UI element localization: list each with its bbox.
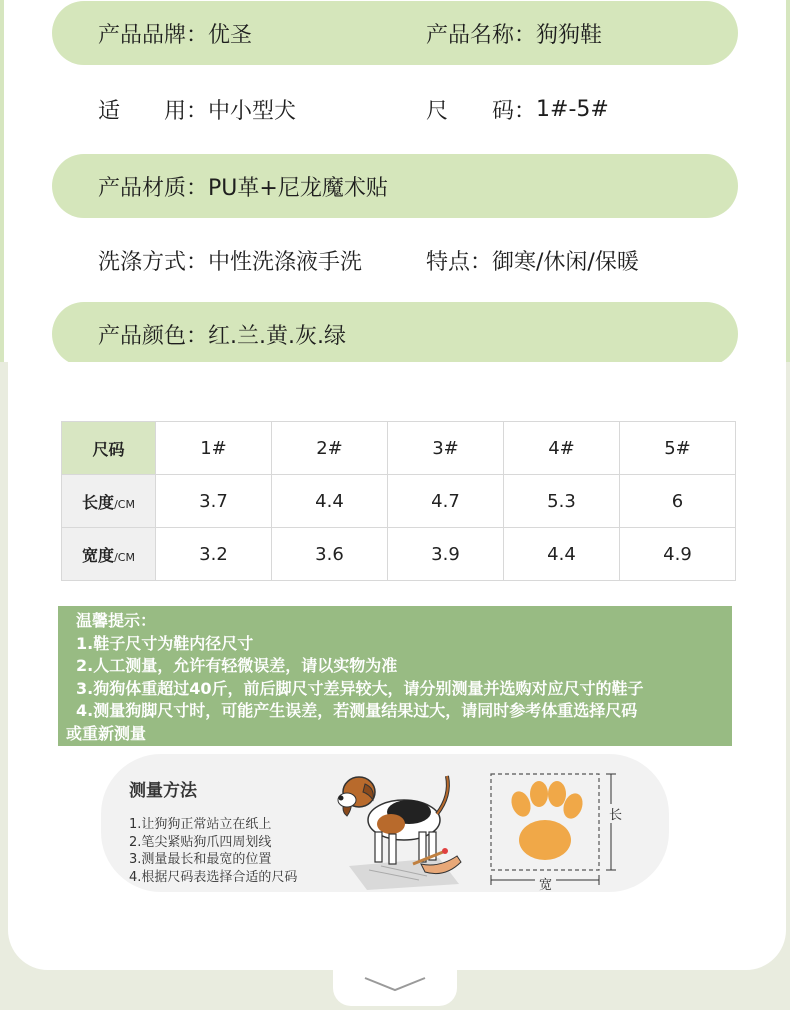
table-cell: 3.7 bbox=[156, 475, 272, 528]
length-row-label: 长度/CM bbox=[62, 475, 156, 528]
table-cell: 4.4 bbox=[504, 528, 620, 581]
info-row-color bbox=[52, 302, 738, 366]
size-header: 1# bbox=[156, 422, 272, 475]
info-row-material bbox=[52, 154, 738, 218]
table-cell: 5.3 bbox=[504, 475, 620, 528]
table-row bbox=[62, 422, 736, 475]
brand-value: 优圣 bbox=[208, 22, 253, 48]
notice-line: 3.狗狗体重超过40斤，前后脚尺寸差异较大，请分别测量并选购对应尺寸的鞋子 bbox=[76, 678, 644, 698]
usage-value: 中小型犬 bbox=[208, 98, 297, 124]
table-cell: 4.4 bbox=[272, 475, 388, 528]
product-name-value: 狗狗鞋 bbox=[536, 22, 603, 48]
table-cell: 6 bbox=[620, 475, 736, 528]
feature-label: 特点： bbox=[426, 249, 493, 275]
notice-line: 2.人工测量，允许有轻微误差，请以实物为准 bbox=[76, 656, 398, 675]
notice-line: 或重新测量 bbox=[66, 723, 147, 743]
table-row bbox=[62, 475, 736, 528]
length-label: 长 bbox=[609, 804, 622, 823]
usage-label: 适 用： bbox=[98, 98, 209, 124]
size-label: 尺 码： bbox=[426, 98, 537, 124]
table-cell: 3.9 bbox=[388, 528, 504, 581]
chevron-down-icon[interactable] bbox=[333, 966, 457, 1006]
product-name-label: 产品名称： bbox=[426, 22, 537, 48]
table-cell: 3.2 bbox=[156, 528, 272, 581]
info-row-usage bbox=[52, 77, 738, 141]
color-label: 产品颜色： bbox=[98, 323, 209, 349]
size-table bbox=[61, 421, 736, 581]
size-value: 1#-5# bbox=[536, 96, 609, 122]
info-row-washing bbox=[52, 228, 738, 292]
size-header: 3# bbox=[388, 422, 504, 475]
beagle-dog-icon bbox=[329, 766, 469, 890]
measure-step: 2.笔尖紧贴狗爪四周划线 bbox=[129, 834, 272, 850]
measure-method-panel bbox=[101, 754, 669, 892]
material-label: 产品材质： bbox=[98, 175, 209, 201]
feature-value: 御寒/休闲/保暖 bbox=[492, 249, 639, 275]
size-header: 4# bbox=[504, 422, 620, 475]
table-row bbox=[62, 528, 736, 581]
notice-box bbox=[58, 606, 732, 746]
washing-value: 中性洗涤液手洗 bbox=[208, 249, 363, 275]
measure-step: 4.根据尺码表选择合适的尺码 bbox=[129, 869, 298, 885]
notice-line: 4.测量狗脚尺寸时，可能产生误差，若测量结果过大，请同时参考体重选择尺码 bbox=[76, 701, 638, 720]
notice-title: 温馨提示： bbox=[76, 611, 157, 630]
table-cell: 3.6 bbox=[272, 528, 388, 581]
brand-label: 产品品牌： bbox=[98, 22, 209, 48]
size-header: 5# bbox=[620, 422, 736, 475]
table-cell: 4.7 bbox=[388, 475, 504, 528]
measure-title: 测量方法 bbox=[129, 781, 197, 801]
width-label: 宽 bbox=[535, 874, 556, 892]
material-value: PU革+尼龙魔术贴 bbox=[208, 175, 388, 201]
table-cell: 4.9 bbox=[620, 528, 736, 581]
table-corner-label: 尺码 bbox=[62, 422, 156, 475]
scroll-down-tab[interactable] bbox=[333, 966, 457, 1006]
notice-line: 1.鞋子尺寸为鞋内径尺寸 bbox=[76, 633, 254, 653]
info-row-brand bbox=[52, 1, 738, 65]
size-header: 2# bbox=[272, 422, 388, 475]
measure-step: 1.让狗狗正常站立在纸上 bbox=[129, 817, 272, 832]
washing-label: 洗涤方式： bbox=[98, 249, 209, 275]
measure-steps bbox=[129, 816, 297, 886]
measure-step: 3.测量最长和最宽的位置 bbox=[129, 852, 272, 867]
width-row-label: 宽度/CM bbox=[62, 528, 156, 581]
color-value: 红.兰.黄.灰.绿 bbox=[208, 323, 346, 349]
